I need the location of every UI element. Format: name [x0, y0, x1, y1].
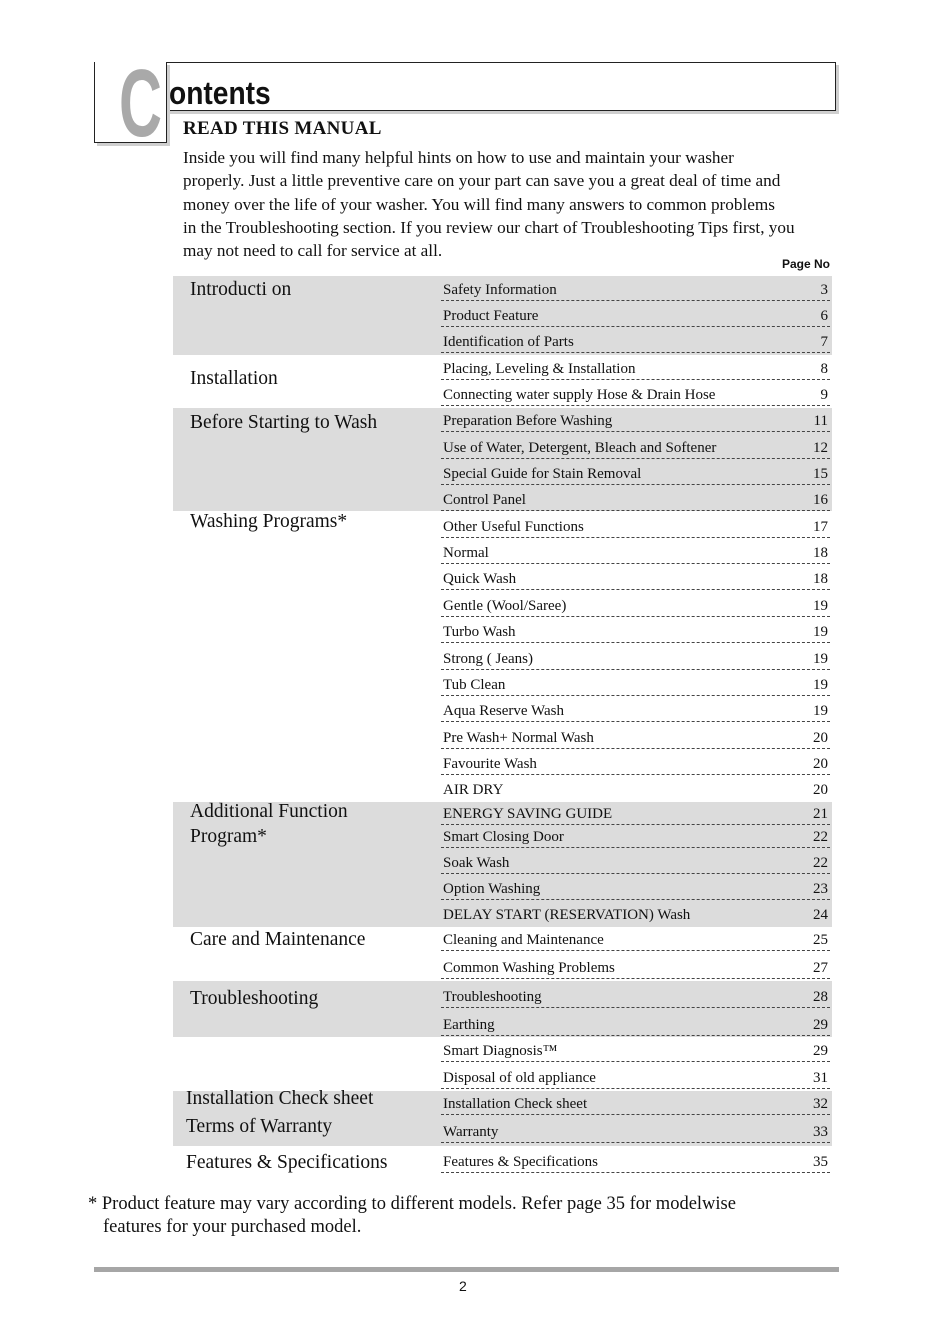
toc-entry[interactable]	[441, 330, 830, 353]
section-title: Program*	[190, 826, 267, 847]
toc-entry[interactable]	[441, 802, 830, 825]
toc-entry-page: 8	[820, 361, 828, 377]
toc-entry[interactable]	[441, 903, 830, 925]
toc-entry-page: 27	[813, 960, 828, 976]
section-title: Care and Maintenance	[190, 929, 366, 950]
footnote	[88, 1193, 736, 1239]
toc-entry-page: 21	[813, 806, 828, 822]
toc-entry-page: 20	[813, 730, 828, 746]
toc-entry-page: 12	[813, 440, 828, 456]
toc-entry-page: 18	[813, 571, 828, 587]
toc-entry[interactable]	[441, 1120, 830, 1143]
toc-entry-label: Aqua Reserve Wash	[443, 703, 564, 719]
toc-entry-label: Other Useful Functions	[443, 519, 584, 535]
toc-entry-label: Common Washing Problems	[443, 960, 615, 976]
big-letter: C	[119, 50, 162, 157]
toc-entry[interactable]	[441, 1150, 830, 1173]
section-title: Additional Function	[190, 801, 348, 822]
intro-line: in the Troubleshooting section. If you review our chart of Troubleshooting Tips first, you	[183, 217, 795, 237]
toc-entry[interactable]	[441, 956, 830, 979]
toc-entry-page: 3	[820, 282, 828, 298]
toc-entry-page: 7	[820, 334, 828, 350]
toc-entry-page: 9	[820, 387, 828, 403]
footnote-line: features for your purchased model.	[103, 1217, 362, 1237]
toc-entry[interactable]	[441, 1013, 830, 1036]
toc-entry-page: 19	[813, 598, 828, 614]
toc-entry-page: 35	[813, 1154, 828, 1170]
toc-entry-page: 20	[813, 782, 828, 798]
page-number: 2	[459, 1278, 467, 1294]
footer-rule	[94, 1267, 839, 1272]
toc-entry-page: 31	[813, 1070, 828, 1086]
toc-entry-label: Troubleshooting	[443, 989, 542, 1005]
toc-entry[interactable]	[441, 278, 830, 301]
section-title: Features & Specifications	[186, 1152, 388, 1173]
toc-entry-page: 19	[813, 624, 828, 640]
toc-entry-label: Earthing	[443, 1017, 495, 1033]
page-no-label: Page No	[782, 257, 831, 271]
toc-entry-label: Smart Diagnosis™	[443, 1043, 558, 1059]
toc-entry-label: Strong ( Jeans)	[443, 651, 533, 667]
toc-entry-label: Option Washing	[443, 881, 541, 897]
toc-entry[interactable]	[441, 778, 830, 800]
toc-entry[interactable]	[441, 488, 830, 511]
toc-entry-page: 15	[813, 466, 828, 482]
section-title: Installation	[190, 368, 278, 389]
toc-entry-label: Connecting water supply Hose & Drain Hose	[443, 387, 716, 403]
toc-entry[interactable]	[441, 752, 830, 775]
read-manual-paragraph	[183, 146, 860, 262]
toc-entry-page: 19	[813, 677, 828, 693]
section-title: Washing Programs*	[190, 511, 348, 532]
toc-entry-page: 19	[813, 703, 828, 719]
toc-entry[interactable]	[441, 1092, 830, 1115]
toc-entry[interactable]	[441, 1066, 830, 1089]
toc-entry-label: Soak Wash	[443, 855, 510, 871]
toc-entry-label: Special Guide for Stain Removal	[443, 466, 642, 482]
toc-entry-page: 24	[813, 907, 828, 923]
section-title: Troubleshooting	[190, 988, 319, 1009]
toc-entry-page: 20	[813, 756, 828, 772]
toc-entry[interactable]	[441, 567, 830, 590]
toc-entry-page: 18	[813, 545, 828, 561]
toc-entry-label: Tub Clean	[443, 677, 506, 693]
toc-entry-label: Quick Wash	[443, 571, 517, 587]
toc-entry-page: 19	[813, 651, 828, 667]
intro-line: Inside you will find many helpful hints on how to use and maintain your washer	[183, 148, 734, 167]
contents-title: ontents	[169, 75, 271, 111]
toc-entry-page: 22	[813, 829, 828, 845]
toc-entry-page: 25	[813, 932, 828, 948]
toc-entry[interactable]	[441, 409, 830, 432]
toc-entry[interactable]	[441, 541, 830, 564]
toc-entry-label: ENERGY SAVING GUIDE	[443, 806, 613, 822]
toc-entry[interactable]	[441, 985, 830, 1008]
toc-entry[interactable]	[441, 726, 830, 749]
section-title: Installation Check sheet	[186, 1088, 374, 1109]
section-title: Terms of Warranty	[186, 1116, 333, 1137]
toc-entry[interactable]	[441, 825, 830, 848]
toc-entry-label: Safety Information	[443, 282, 557, 298]
section-title: Introducti on	[190, 279, 292, 300]
toc-entry-label: Pre Wash+ Normal Wash	[443, 730, 594, 746]
toc-entry-page: 29	[813, 1043, 828, 1059]
toc-entry-page: 28	[813, 989, 828, 1005]
toc-entry[interactable]	[441, 436, 830, 459]
toc-entry-page: 32	[813, 1096, 828, 1112]
toc-entry-label: Features & Specifications	[443, 1154, 598, 1170]
toc-entry[interactable]	[441, 383, 830, 406]
toc-entry[interactable]	[441, 594, 830, 617]
toc-entry[interactable]	[441, 647, 830, 670]
toc-entry[interactable]	[441, 928, 830, 951]
toc-entry-page: 16	[813, 492, 828, 508]
toc-entry-label: Control Panel	[443, 492, 526, 508]
toc-entry-label: Placing, Leveling & Installation	[443, 361, 636, 377]
toc-entry-page: 6	[820, 308, 828, 324]
toc-entry-label: DELAY START (RESERVATION) Wash	[443, 907, 691, 923]
toc-entry-label: Product Feature	[443, 308, 539, 324]
intro-line: may not need to call for service at all.	[183, 241, 443, 261]
intro-line: properly. Just a little preventive care on your part can save you a great deal of time and	[183, 171, 781, 191]
toc-entry[interactable]	[441, 851, 830, 874]
toc-entry-label: Cleaning and Maintenance	[443, 932, 604, 948]
toc-entry-label: Disposal of old appliance	[443, 1070, 596, 1086]
toc-entry[interactable]	[441, 357, 830, 380]
toc-entry-page: 29	[813, 1017, 828, 1033]
toc-entry[interactable]	[441, 304, 830, 327]
toc-entry-page: 23	[813, 881, 828, 897]
footnote-line: * Product feature may vary according to different models. Refer page 35 for modelwise	[88, 1194, 736, 1214]
toc-entry[interactable]	[441, 673, 830, 696]
toc-entry-page: 33	[813, 1124, 828, 1140]
toc-entry-label: AIR DRY	[443, 782, 504, 798]
toc-entry[interactable]	[441, 462, 830, 485]
toc-entry-label: Normal	[443, 545, 489, 561]
toc-entry-label: Gentle (Wool/Saree)	[443, 598, 567, 614]
toc-entry-label: Warranty	[443, 1124, 499, 1140]
section-title: Before Starting to Wash	[190, 412, 378, 433]
read-manual-title: READ THIS MANUAL	[183, 118, 382, 139]
toc-entry[interactable]	[441, 515, 830, 538]
toc-entry[interactable]	[441, 699, 830, 722]
toc-entry[interactable]	[441, 620, 830, 643]
toc-entry-label: Favourite Wash	[443, 756, 537, 772]
toc-entry-label: Identification of Parts	[443, 334, 574, 350]
toc-entry-page: 11	[813, 413, 828, 429]
toc-entry-label: Preparation Before Washing	[443, 413, 613, 429]
toc-entry-label: Smart Closing Door	[443, 829, 564, 845]
toc-entry-label: Use of Water, Detergent, Bleach and Softener	[443, 440, 717, 456]
toc-entry[interactable]	[441, 1039, 830, 1062]
intro-line: money over the life of your washer. You will find many answers to common problems	[183, 194, 775, 214]
toc-entry-label: Turbo Wash	[443, 624, 516, 640]
toc-entry-page: 22	[813, 855, 828, 871]
toc-entry-label: Installation Check sheet	[443, 1096, 588, 1112]
toc-entry[interactable]	[441, 877, 830, 900]
toc-entry-page: 17	[813, 519, 828, 535]
